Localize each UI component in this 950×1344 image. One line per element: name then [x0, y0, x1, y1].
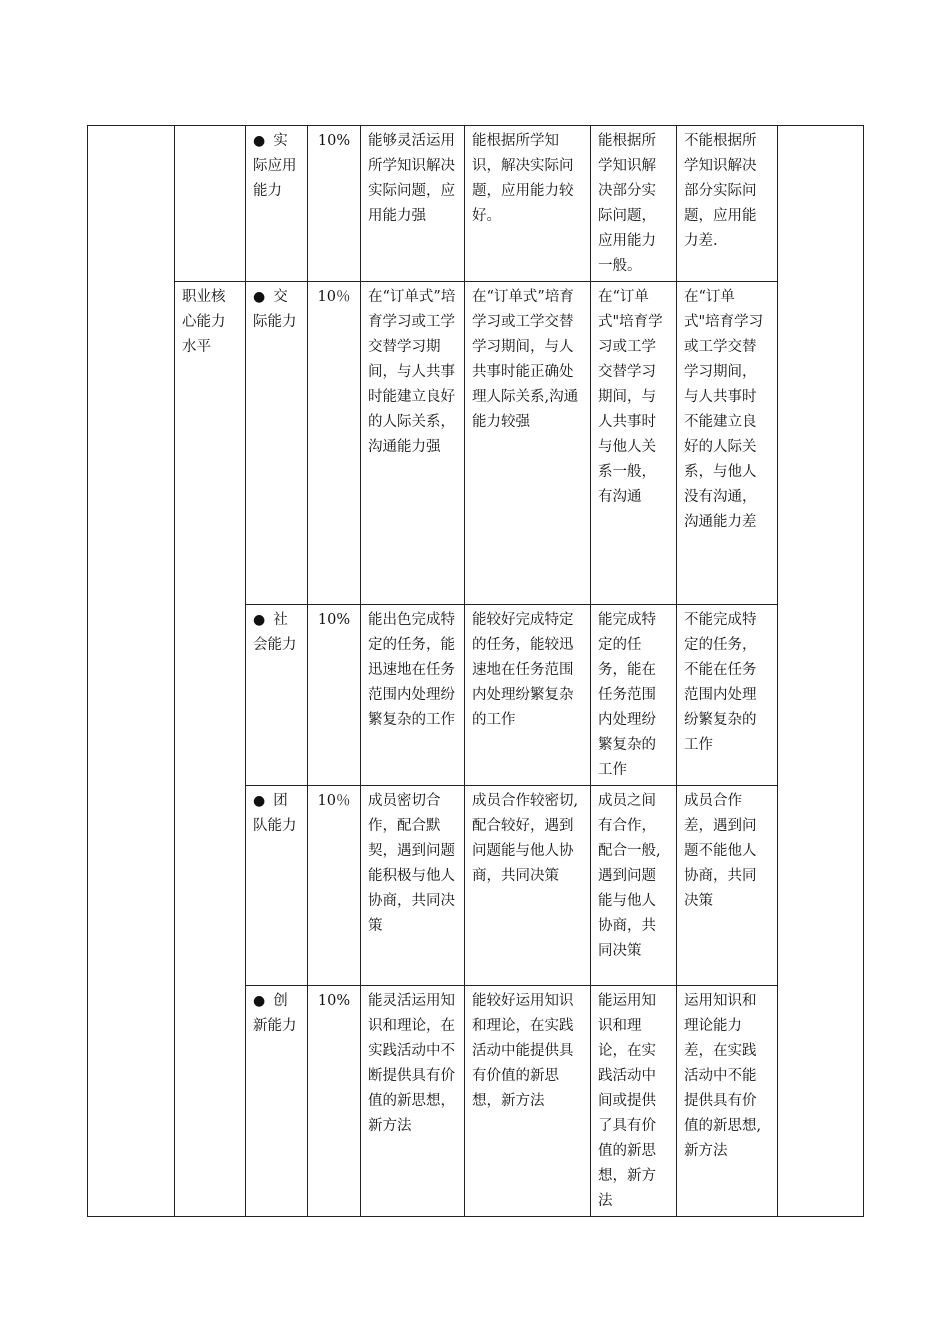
table-row — [88, 282, 864, 605]
ability-cell: ● 交际能力 — [246, 282, 308, 605]
level-excellent-cell: 成员密切合作，配合默契，遇到问题能积极与他人协商，共同决策 — [361, 786, 465, 986]
level-poor-cell: 运用知识和理论能力差，在实践活动中不能提供具有价值的新思想,新方法 — [677, 986, 778, 1217]
level-good-cell: 成员合作较密切,配合较好，遇到问题能与他人协商，共同决策 — [465, 786, 591, 986]
ability-cell: ● 社会能力 — [246, 605, 308, 786]
level-good-cell: 能根据所学知识，解决实际问题，应用能力较好。 — [465, 126, 591, 282]
weight-cell: 10％ — [308, 282, 361, 605]
weight-cell: 10% — [308, 986, 361, 1217]
level-excellent-cell: 能出色完成特定的任务，能迅速地在任务范围内处理纷繁复杂的工作 — [361, 605, 465, 786]
level-poor-cell: 不能完成特定的任务，不能在任务范围内处理纷繁复杂的工作 — [677, 605, 778, 786]
level-fair-cell: 能完成特定的任务，能在任务范围内处理纷繁复杂的工作 — [591, 605, 677, 786]
blank-left-cell — [88, 126, 175, 1217]
bullet-icon: ● — [253, 133, 266, 149]
level-fair-cell: 在“订单式"培育学习或工学交替学习期间，与人共事时与他人关系一般，有沟通 — [591, 282, 677, 605]
level-excellent-cell: 能够灵活运用所学知识解决实际问题，应用能力强 — [361, 126, 465, 282]
level-fair-cell: 能根据所学知识解决部分实际问题，应用能力一般。 — [591, 126, 677, 282]
level-good-cell: 能较好完成特定的任务，能较迅速地在任务范围内处理纷繁复杂的工作 — [465, 605, 591, 786]
level-excellent-cell: 在“订单式”培育学习或工学交替学习期间，与人共事时能建立良好的人际关系，沟通能力强 — [361, 282, 465, 605]
weight-cell: 10% — [308, 605, 361, 786]
bullet-icon: ● — [253, 793, 266, 809]
ability-cell: ● 创新能力 — [246, 986, 308, 1217]
level-fair-cell: 成员之间有合作，配合一般,遇到问题能与他人协商，共同决策 — [591, 786, 677, 986]
blank-category-cell — [175, 126, 246, 282]
ability-cell: ● 团队能力 — [246, 786, 308, 986]
bullet-icon: ● — [253, 993, 266, 1009]
bullet-icon: ● — [253, 612, 266, 628]
level-good-cell: 在“订单式”培育学习或工学交替学习期间，与人共事时能正确处理人际关系,沟通能力较强 — [465, 282, 591, 605]
weight-cell: 10％ — [308, 786, 361, 986]
category-cell: 职业核心能力水平 — [175, 282, 246, 1217]
level-good-cell: 能较好运用知识和理论，在实践活动中能提供具有价值的新思想，新方法 — [465, 986, 591, 1217]
level-fair-cell: 能运用知识和理论，在实践活动中间或提供了具有价值的新思想，新方法 — [591, 986, 677, 1217]
ability-cell: ● 实际应用能力 — [246, 126, 308, 282]
weight-cell: 10% — [308, 126, 361, 282]
bullet-icon: ● — [253, 289, 266, 305]
table-row — [88, 126, 864, 282]
level-poor-cell: 不能根据所学知识解决部分实际问题，应用能力差. — [677, 126, 778, 282]
blank-right-cell — [778, 126, 864, 1217]
level-excellent-cell: 能灵活运用知识和理论，在实践活动中不断提供具有价值的新思想，新方法 — [361, 986, 465, 1217]
evaluation-table — [87, 125, 864, 1217]
level-poor-cell: 在“订单式"培育学习或工学交替学习期间，与人共事时不能建立良好的人际关系，与他人没有沟通，沟通能力差 — [677, 282, 778, 605]
level-poor-cell: 成员合作差，遇到问题不能他人协商，共同决策 — [677, 786, 778, 986]
